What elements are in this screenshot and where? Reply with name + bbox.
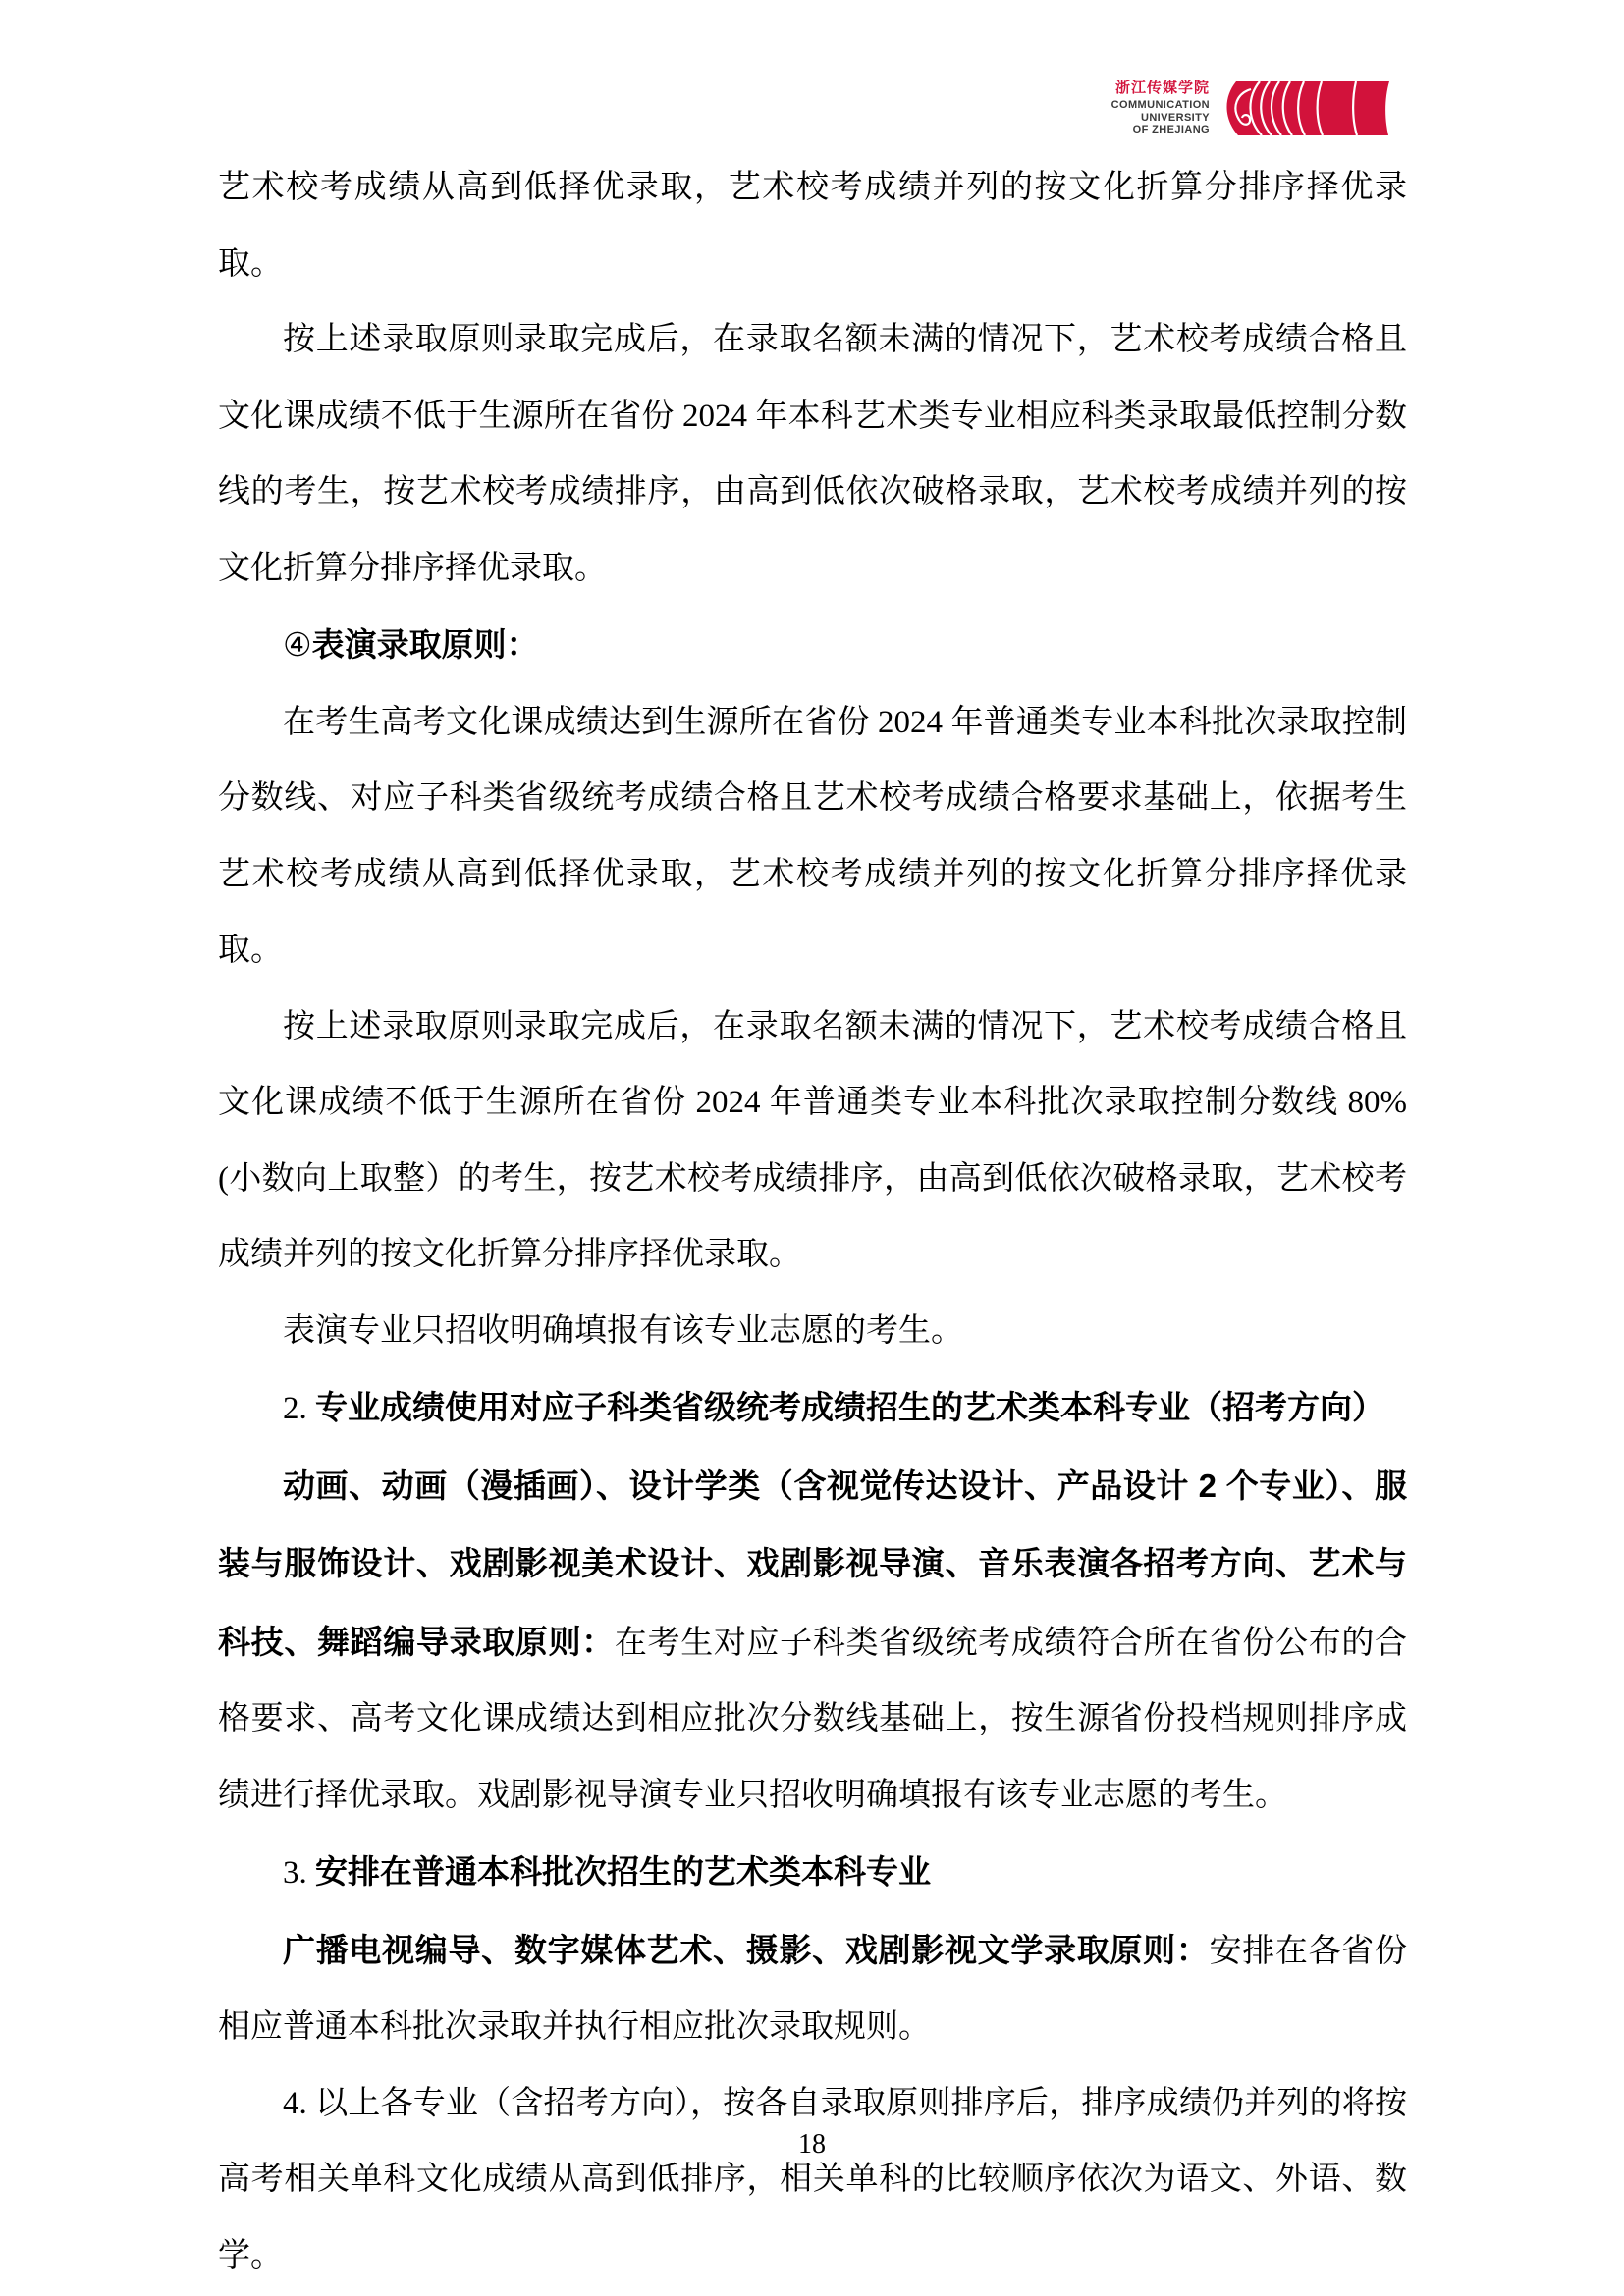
circled-number-4: ④	[283, 628, 312, 664]
text-run: 按上述录取原则录取完成后，在录取名额未满的情况下，艺术校考成绩合格且文化课成绩不低于生源所在省份 2024 年本科艺术类专业相应科类录取最低控制分数线的考生，按艺术校考成绩排序，由高到低依次破格录取，艺术校考成绩并列的按文化折算分排序择优录取。	[218, 322, 1407, 586]
university-name-cn: 浙江传媒学院	[1114, 79, 1210, 96]
para-xiaokao-rule-continuation	[218, 150, 1407, 302]
text-run: 表演录取原则：	[311, 626, 539, 663]
para-supplementary-admission	[218, 302, 1407, 607]
university-name-en-line3: OF ZHEJIANG	[1132, 124, 1210, 135]
curved-stripes-flag-icon	[1217, 80, 1395, 136]
university-logo	[1110, 77, 1395, 136]
text-run: 安排在各省份相应普通本科批次录取并执行相应批次录取规则。	[218, 1933, 1408, 2045]
logo-text-block	[1110, 77, 1210, 136]
para-general-batch-rule	[218, 1912, 1407, 2066]
text-run: 4. 以上各专业（含招考方向），按各自录取原则排序后，排序成绩仍并列的将按高考相关单科文化成绩从高到低排序，相关单科的比较顺序依次为语文、外语、数学。	[218, 2085, 1407, 2273]
text-run: 艺术校考成绩从高到低择优录取，艺术校考成绩并列的按文化折算分排序择优录取。	[218, 170, 1407, 282]
text-run: 在考生对应子科类省级统考成绩符合所在省份公布的合格要求、高考文化课成绩达到相应批次分数线基础上，按生源省份投档规则排序成绩进行择优录取。戏剧影视导演专业只招收明确填报有该专业志愿的考生。	[218, 1625, 1408, 1813]
text-run: 按上述录取原则录取完成后，在录取名额未满的情况下，艺术校考成绩合格且文化课成绩不低于生源所在省份 2024 年普通类专业本科批次录取控制分数线 80%(小数向上取整）的考生，按艺术校考成绩排序，由高到低依次破格录取，艺术校考成绩并列的按文化折算分排序择优录取。	[218, 1008, 1407, 1272]
para-performance-voluntary	[218, 1294, 1407, 1370]
heading-general-batch-majors	[218, 1834, 1407, 1912]
text-run: 表演专业只招收明确填报有该专业志愿的考生。	[283, 1312, 963, 1349]
item-number-2: 2.	[283, 1391, 315, 1426]
document-body	[218, 150, 1407, 2294]
text-run: 动画、动画（漫插画）、设计学类（含视觉传达设计、产品设计 2 个专业）、服装与服饰设计、戏剧影视美术设计、戏剧影视导演、音乐表演各招考方向、艺术与科技、舞蹈编导录取原则：	[218, 1467, 1407, 1660]
para-provincial-exam-rule	[218, 1448, 1407, 1835]
item-number-3: 3.	[283, 1855, 315, 1891]
para-performance-supplementary	[218, 989, 1407, 1294]
para-tiebreak-rule	[218, 2066, 1407, 2295]
text-run: 在考生高考文化课成绩达到生源所在省份 2024 年普通类专业本科批次录取控制分数线、对应子科类省级统考成绩合格且艺术校考成绩合格要求基础上，依据考生艺术校考成绩从高到低择优录取，艺术校考成绩并列的按文化折算分排序择优录取。	[218, 704, 1407, 968]
text-run: 安排在普通本科批次招生的艺术类本科专业	[315, 1853, 931, 1890]
university-name-en-line2: UNIVERSITY	[1140, 111, 1210, 124]
para-performance-basis	[218, 685, 1407, 989]
text-run: 广播电视编导、数字媒体艺术、摄影、戏剧影视文学录取原则：	[283, 1931, 1210, 1968]
page-number: 18	[798, 2129, 826, 2160]
heading-provincial-exam-majors	[218, 1369, 1407, 1448]
text-run: 专业成绩使用对应子科类省级统考成绩招生的艺术类本科专业（招考方向）	[315, 1389, 1384, 1425]
university-name-en-line1: COMMUNICATION	[1110, 99, 1210, 111]
page-footer	[0, 2128, 1624, 2162]
heading-performance-rule	[218, 607, 1407, 685]
